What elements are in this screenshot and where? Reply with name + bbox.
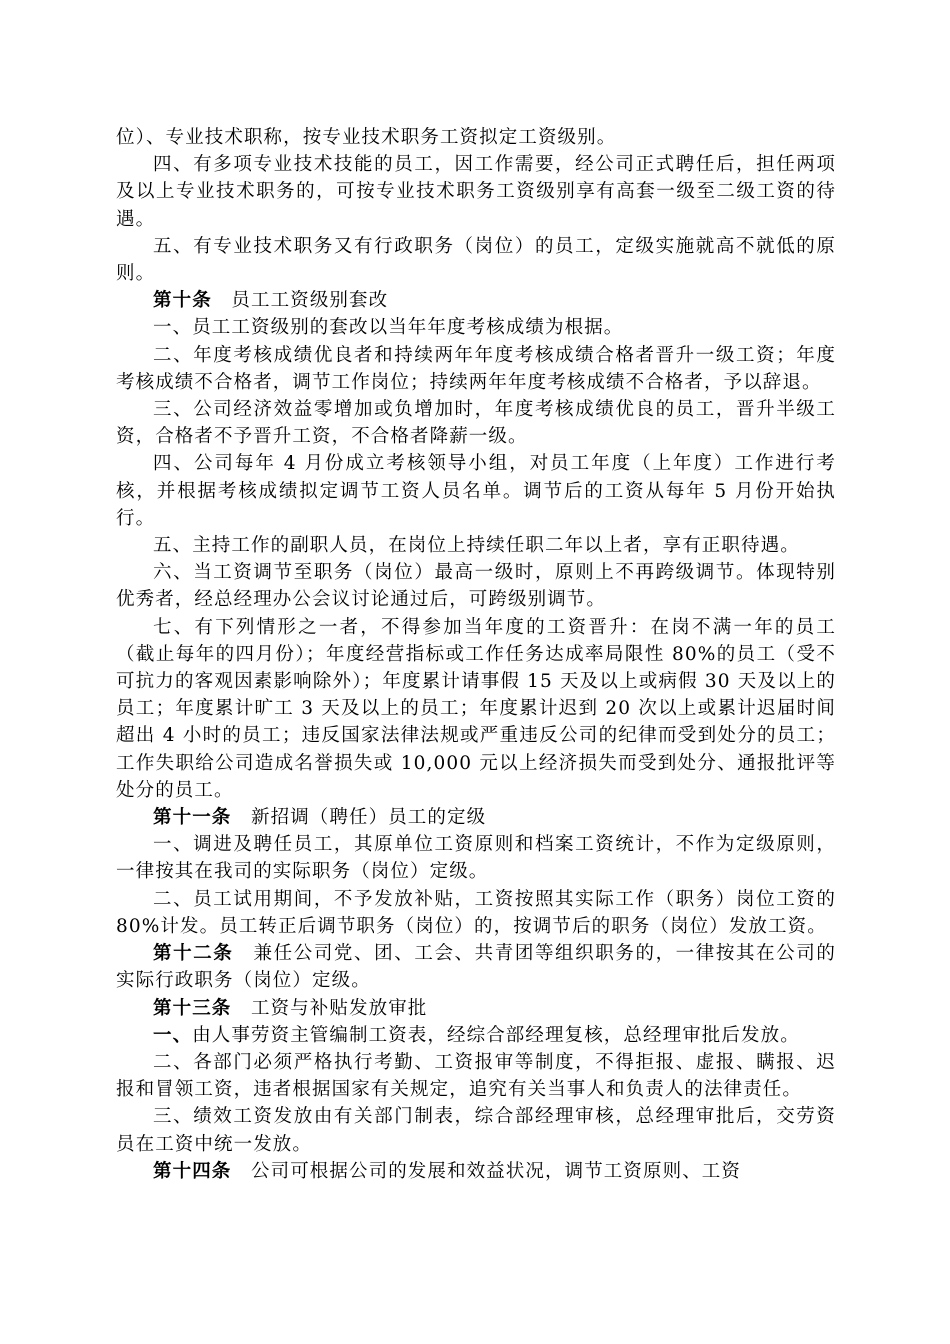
paragraph-item-5: 五、有专业技术职务又有行政职务（岗位）的员工，定级实施就高不就低的原则。: [116, 235, 836, 285]
paragraph-item-6: 六、当工资调节至职务（岗位）最高一级时，原则上不再跨级调节。体现特别优秀者，经总经理办公会议讨论通过后，可跨级别调节。: [116, 562, 836, 611]
article-11-heading: [116, 804, 836, 831]
article-number: 第十条: [153, 290, 212, 312]
paragraph-item-2: 二、各部门必须严格执行考勤、工资报审等制度，不得拒报、虚报、瞒报、迟报和冒领工资，违者根据国家有关规定，追究有关当事人和负责人的法律责任。: [116, 1051, 836, 1101]
article-body: 兼任公司党、团、工会、共青团等组织职务的，一律按其在公司的实际行政职务（岗位）定级。: [116, 943, 836, 992]
paragraph-item-5: 五、主持工作的副职人员，在岗位上持续任职二年以上者，享有正职待遇。: [153, 535, 800, 557]
article-14-heading: [116, 1158, 836, 1185]
paragraph-item-1-bold: [116, 1022, 836, 1049]
article-title: 新招调（聘任）员工的定级: [231, 807, 487, 829]
article-12-heading: [116, 940, 836, 994]
paragraph-item-4: 四、有多项专业技术技能的员工，因工作需要，经公司正式聘任后，担任两项及以上专业技术职务的，可按专业技术职务工资级别享有高套一级至二级工资的待遇。: [116, 154, 836, 230]
paragraph-item-1: 一、调进及聘任员工，其原单位工资原则和档案工资统计，不作为定级原则，一律按其在我司的实际职务（岗位）定级。: [116, 834, 836, 883]
paragraph-item-3: 三、绩效工资发放由有关部门制表，综合部经理审核，总经理审批后，交劳资员在工资中统一发放。: [116, 1106, 836, 1155]
paragraph-item-4: 四、公司每年 4 月份成立考核领导小组，对员工年度（上年度）工作进行考核，并根据考核成绩拟定调节工资人员名单。调节后的工资从每年 5 月份开始执行。: [116, 453, 836, 529]
article-title: 员工工资级别套改: [211, 290, 389, 312]
paragraph-item-3: 三、公司经济效益零增加或负增加时，年度考核成绩优良的员工，晋升半级工资，合格者不予晋升工资，不合格者降薪一级。: [116, 399, 836, 448]
document-page: [116, 124, 836, 1185]
paragraph-continuation: 位）、专业技术职称，按专业技术职务工资拟定工资级别。: [116, 127, 617, 148]
article-13-heading: [116, 995, 836, 1022]
article-body: 公司可根据公司的发展和效益状况，调节工资原则、工资: [231, 1160, 742, 1182]
paragraph-item-1: 一、员工工资级别的套改以当年年度考核成绩为根据。: [153, 317, 624, 339]
item-body: 由人事劳资主管编制工资表，经综合部经理复核，总经理审批后发放。: [192, 1024, 800, 1046]
article-number: 第十二条: [153, 943, 234, 965]
paragraph-item-2: 二、年度考核成绩优良者和持续两年年度考核成绩合格者晋升一级工资；年度考核成绩不合格者，调节工作岗位；持续两年年度考核成绩不合格者，予以辞退。: [116, 344, 836, 393]
item-number: 一、: [153, 1024, 193, 1046]
article-10-heading: [116, 287, 836, 314]
paragraph-item-2: 二、员工试用期间，不予发放补贴，工资按照其实际工作（职务）岗位工资的 80%计发。员工转正后调节职务（岗位）的，按调节后的职务（岗位）发放工资。: [116, 888, 836, 937]
article-number: 第十四条: [153, 1160, 232, 1182]
article-number: 第十一条: [153, 807, 232, 829]
paragraph-item-7: 七、有下列情形之一者，不得参加当年度的工资晋升：在岗不满一年的员工（截止每年的四月份）；年度经营指标或工作任务达成率局限性 80%的员工（受不可抗力的客观因素影响除外）；年度累计请事假 15 天及以上或病假 30 天及以上的员工；年度累计旷工 3 天及以上的员工；年度累计迟到 20 次以上或累计迟届时间超出 4 小时的员工；违反国家法律法规或严重违反公司的纪律而受到处分的员工；工作失职给公司造成名誉损失或 10,000 元以上经济损失而受到处分、通报批评等处分的员工。: [116, 616, 836, 801]
article-title: 工资与补贴发放审批: [231, 997, 428, 1019]
article-number: 第十三条: [153, 997, 232, 1019]
